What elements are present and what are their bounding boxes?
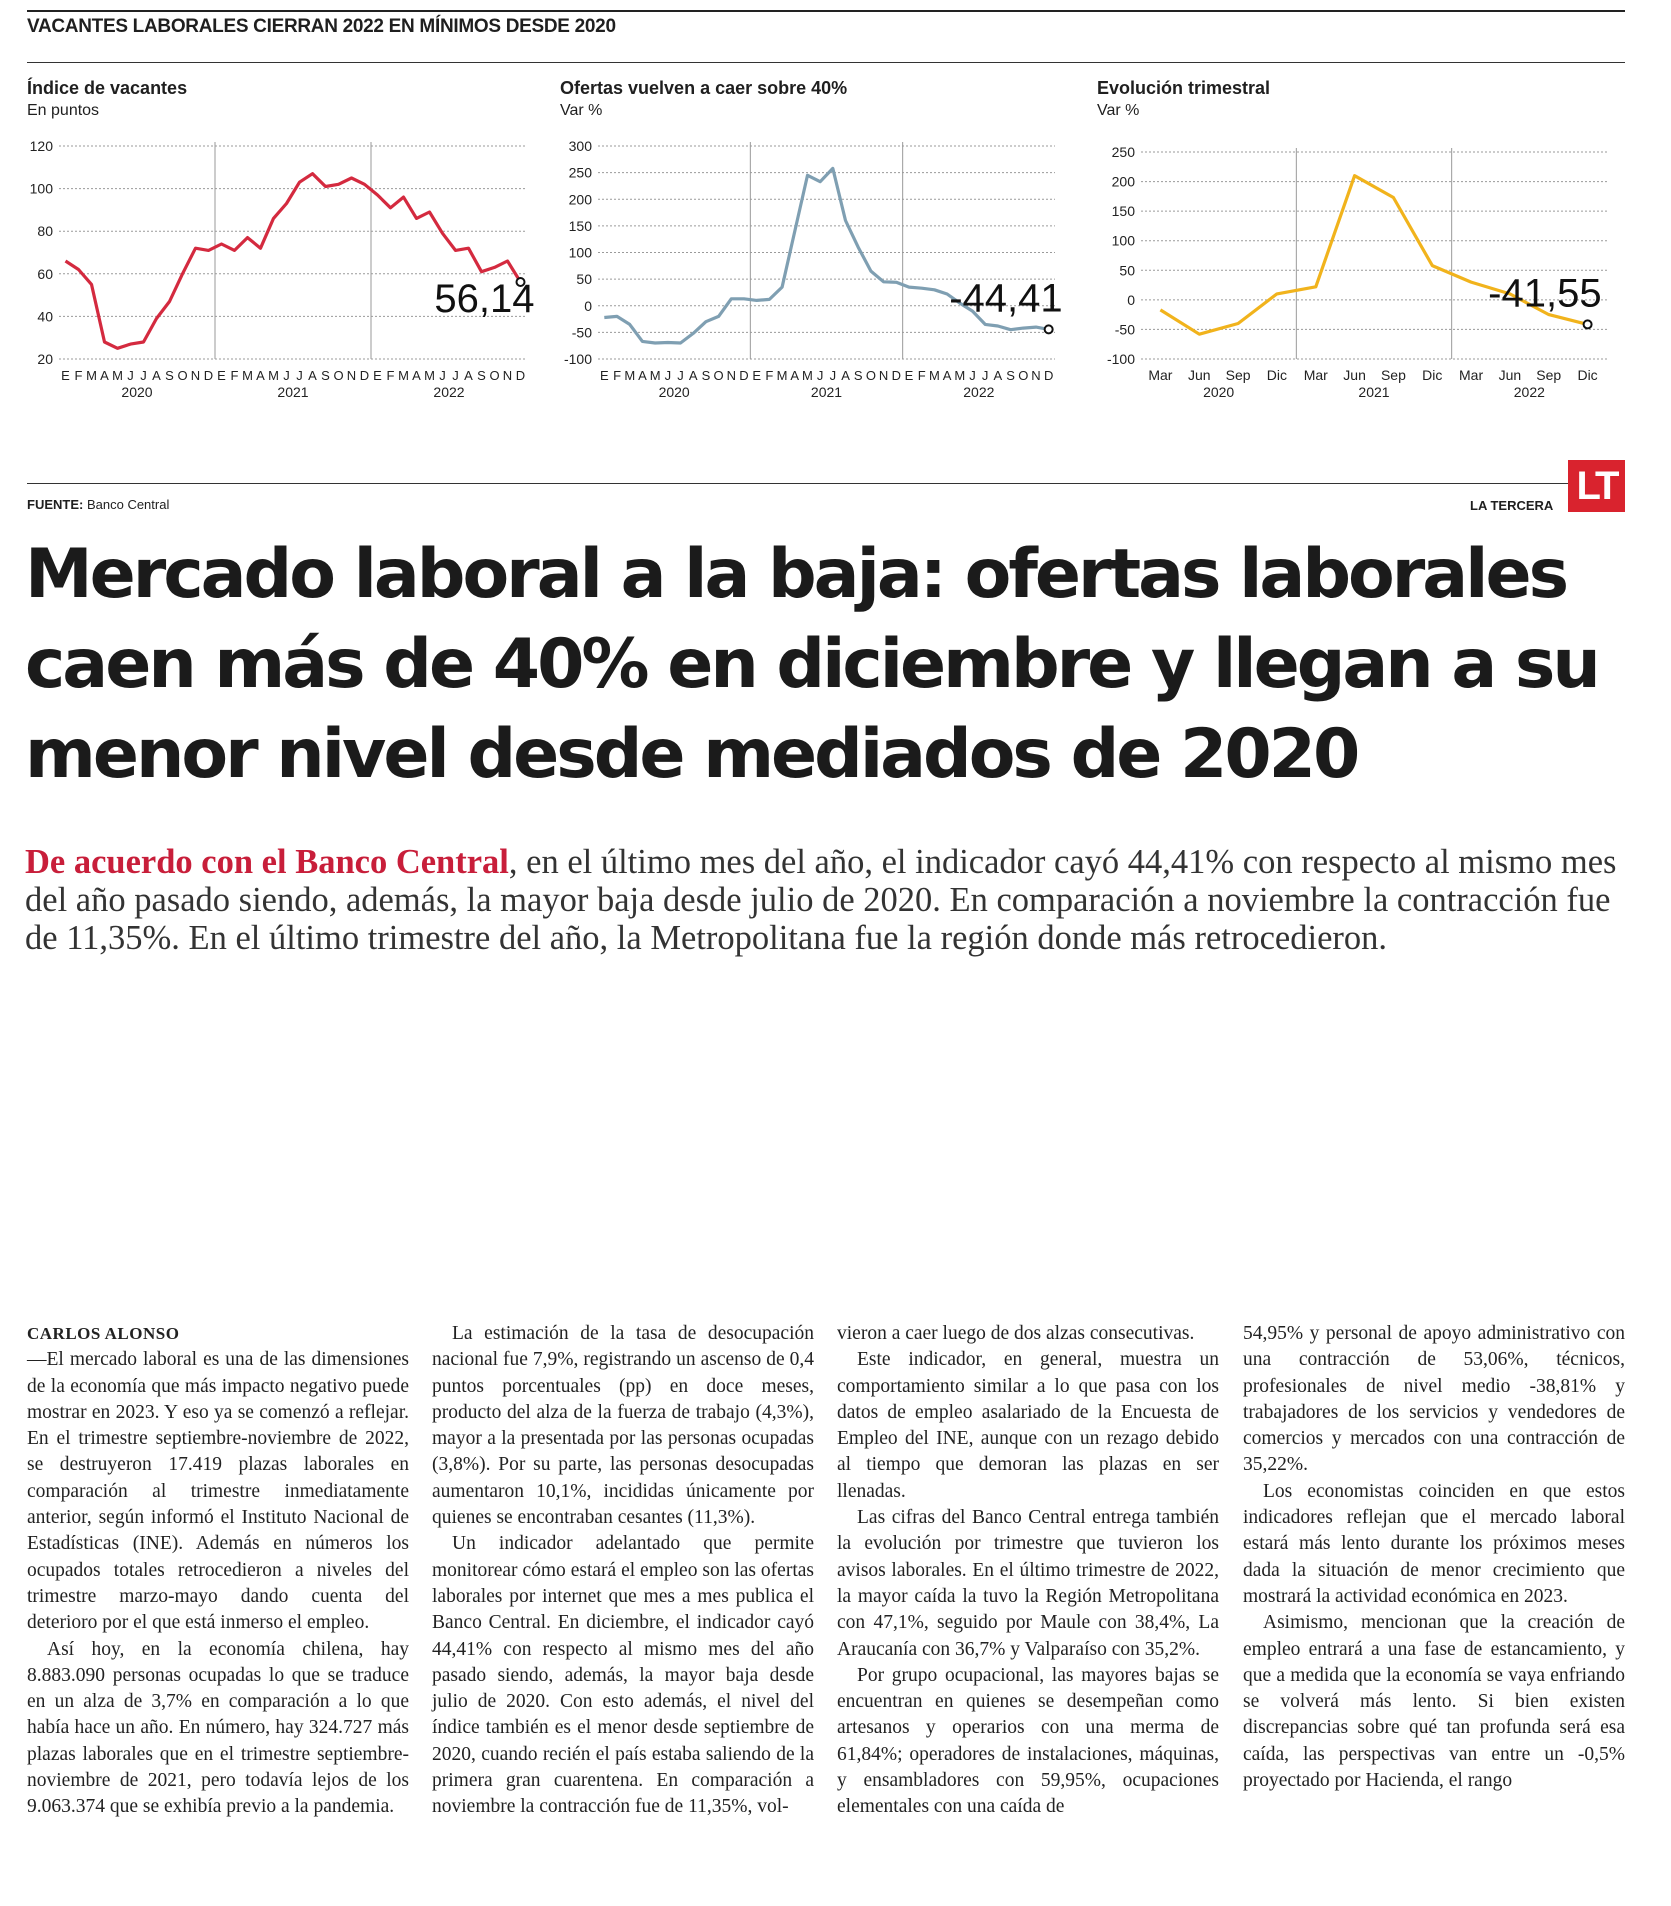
chart-subtitle: Var %	[560, 102, 603, 119]
y-tick-label: 250	[568, 164, 592, 181]
source-note	[27, 497, 169, 512]
x-tick-label: J	[981, 368, 989, 383]
y-tick-label: 50	[1119, 262, 1135, 279]
x-tick-label: S	[701, 368, 711, 383]
x-tick-label: O	[177, 368, 188, 383]
x-tick-label: Jun	[1187, 367, 1211, 383]
x-tick-label: D	[359, 368, 370, 383]
x-tick-label: S	[853, 368, 863, 383]
brand-name: LA TERCERA	[1470, 498, 1554, 513]
paragraph: La estimación de la tasa de desocupación nacional fue 7,9%, registrando un ascenso de 0,4 puntos porcentuales (pp) en doce meses, producto del alza de la fuerza de trabajo (4,3%), mayor a la presentada por las personas ocupadas (3,8%). Por su parte, las personas desocupadas aumentaron 10,1%, incididas únicamente por quienes se encontraban cesantes (11,3%).	[432, 1323, 814, 1529]
x-tick-label: J	[829, 368, 837, 383]
x-tick-label: N	[502, 368, 513, 383]
x-tick-label: M	[86, 368, 97, 383]
x-tick-label: E	[904, 368, 914, 383]
x-tick-label: D	[739, 368, 749, 383]
x-tick-label: M	[954, 368, 966, 383]
x-tick-label: A	[100, 368, 109, 383]
x-tick-label: A	[308, 368, 317, 383]
y-tick-label: 120	[29, 138, 53, 154]
byline: CARLOS ALONSO	[27, 1324, 180, 1343]
la-tercera-logo: LT	[1568, 460, 1625, 512]
x-tick-label: A	[152, 368, 161, 383]
x-tick-label: M	[776, 368, 788, 383]
vacancy-index-chart	[27, 132, 537, 462]
year-label: 2021	[277, 384, 309, 400]
x-tick-label: D	[203, 368, 214, 383]
x-tick-label: D	[1043, 368, 1054, 383]
chart-title: Ofertas vuelven a caer sobre 40%	[560, 78, 848, 98]
paragraph: Así hoy, en la economía chilena, hay 8.883.090 personas ocupadas lo que se traduce en un alza de 3,7% en comparación a lo que había hace un año. En número, hay 324.727 más plazas laborales que en el trimestre septiembre-noviembre de 2021, pero todavía lejos de los 9.063.374 que se exhibía previo a la pandemia.	[27, 1638, 409, 1818]
x-tick-label: N	[346, 368, 357, 383]
y-tick-label: 150	[568, 217, 592, 234]
year-label: 2020	[658, 384, 690, 400]
x-tick-label: J	[677, 368, 684, 383]
x-tick-label: M	[802, 368, 813, 383]
last-value-marker	[1045, 325, 1053, 333]
x-tick-label: S	[165, 368, 174, 383]
source-rule	[27, 483, 1625, 484]
x-tick-label: O	[489, 368, 500, 383]
x-tick-label: O	[865, 368, 876, 383]
x-tick-label: A	[688, 368, 698, 383]
x-tick-label: J	[439, 368, 446, 383]
last-value-callout: -41,55	[1488, 271, 1602, 316]
x-tick-label: E	[373, 368, 382, 383]
x-tick-label: J	[452, 368, 459, 383]
x-tick-label: M	[424, 368, 435, 383]
lead-text: , en el último mes del año, el indicador cayó 44,41% con respecto al mismo mes del año pasado siendo, además, la mayor baja desde julio de 2020. En comparación a noviembre la contracción fue de 11,35%. En el último trimestre del año, la Metropolitana fue la región donde más retrocedieron.	[25, 843, 1617, 957]
x-tick-label: A	[993, 368, 1003, 383]
y-tick-label: 200	[1111, 173, 1135, 190]
chart-panel-quarterly	[1097, 78, 1625, 448]
x-tick-label: Mar	[1148, 367, 1173, 383]
x-tick-label: F	[230, 368, 239, 383]
y-tick-label: -100	[1106, 351, 1135, 367]
x-tick-label: J	[127, 368, 134, 383]
x-tick-label: E	[217, 368, 226, 383]
chart-subtitle: En puntos	[27, 102, 100, 119]
kicker-rule	[27, 62, 1625, 63]
paragraph: Un indicador adelantado que permite monitorear cómo estará el empleo son las ofertas laborales por internet que mes a mes publica el Banco Central. En diciembre, el indicador cayó 44,41% con respecto al mismo mes del año pasado siendo, además, la mayor baja desde julio de 2020. Con esto además, el nivel del índice también es el menor desde septiembre de 2020, cuando recién el país estaba saliendo de la primera gran cuarentena. En comparación a noviembre la contracción fue de 11,35%, vol-	[432, 1533, 814, 1818]
chart-panel-vacancy-index	[27, 78, 537, 448]
x-tick-label: Dic	[1266, 367, 1288, 383]
paragraph: Este indicador, en general, muestra un comportamiento similar a lo que pasa con los datos de empleo asalariado de la Encuesta de Empleo del INE, aunque con un rezago debido al tiempo que demoran las plazas en ser llenadas.	[837, 1349, 1219, 1502]
x-tick-label: A	[790, 368, 800, 383]
y-tick-label: 0	[1127, 291, 1135, 308]
x-tick-label: Mar	[1459, 367, 1484, 383]
x-tick-label: F	[74, 368, 83, 383]
paragraph: Los economistas coinciden en que estos indicadores reflejan que el mercado laboral estará más lento durante los próximos meses dada la situación de menor crecimiento que mostrará la actividad económica en 2023.	[1243, 1480, 1625, 1607]
year-label: 2022	[433, 384, 465, 400]
x-tick-label: A	[256, 368, 265, 383]
series-line	[66, 174, 521, 349]
x-tick-label: J	[816, 368, 824, 383]
x-tick-label: M	[928, 368, 940, 383]
y-tick-label: 60	[37, 265, 53, 282]
x-tick-label: S	[321, 368, 330, 383]
y-tick-label: -100	[563, 351, 592, 367]
x-tick-label: Mar	[1303, 367, 1328, 383]
last-value-callout: 56,14	[434, 277, 535, 322]
offers-yoy-chart	[560, 132, 1080, 462]
paragraph: 54,95% y personal de apoyo administrativo con una contracción de 53,06%, técnicos, profesionales de nivel medio -38,81% y trabajadores de los servicios y vendedores de comercios y mercados con una contracción de 35,22%.	[1243, 1323, 1625, 1476]
x-tick-label: Jun	[1343, 367, 1366, 383]
year-label: 2022	[963, 384, 995, 400]
x-tick-label: M	[398, 368, 409, 383]
top-rule	[27, 10, 1625, 12]
x-tick-label: N	[878, 368, 889, 383]
x-tick-label: J	[296, 368, 303, 383]
x-tick-label: Jun	[1498, 367, 1522, 383]
chart-subtitle: Var %	[1097, 102, 1140, 119]
article-headline: Mercado laboral a la baja: ofertas laborales caen más de 40% en diciembre y llegan a su menor nivel desde mediados de 2020	[25, 535, 1598, 794]
y-tick-label: -50	[571, 324, 592, 341]
x-tick-label: M	[268, 368, 279, 383]
x-tick-label: S	[477, 368, 486, 383]
article-lead	[25, 843, 1625, 957]
x-tick-label: M	[649, 368, 661, 383]
year-label: 2022	[1513, 384, 1545, 400]
chart-panel-offers-yoy	[560, 78, 1080, 448]
x-tick-label: O	[333, 368, 344, 383]
y-tick-label: 150	[1111, 203, 1135, 220]
year-label: 2021	[1358, 384, 1390, 400]
article-column-4	[1243, 1321, 1625, 1794]
x-tick-label: E	[600, 368, 609, 383]
x-tick-label: A	[841, 368, 850, 383]
x-tick-label: A	[464, 368, 473, 383]
x-tick-label: N	[190, 368, 201, 383]
paragraph: Asimismo, mencionan que la creación de empleo entrará a una fase de estancamiento, y que a medida que la economía se vaya enfriando se volverá más lento. Si bien existen discrepancias sobre qué tan profunda será esa caída, las perspectivas van entre un -0,5% proyectado por Hacienda, el rango	[1243, 1612, 1625, 1792]
x-tick-label: Dic	[1577, 367, 1598, 383]
quarterly-chart	[1097, 132, 1625, 462]
year-label: 2021	[810, 384, 843, 400]
x-tick-label: N	[726, 368, 736, 383]
paragraph: Las cifras del Banco Central entrega también la evolución por trimestre que tuvieron los avisos laborales. En el último trimestre de 2022, la mayor caída la tuvo la Región Metropolitana con 47,1%, seguido por Maule con 38,4%, La Araucanía con 36,7% y Valparaíso con 35,2%.	[837, 1507, 1219, 1660]
x-tick-label: M	[624, 368, 636, 383]
y-tick-label: 50	[576, 271, 592, 288]
y-tick-label: 0	[584, 297, 592, 314]
y-tick-label: 300	[568, 138, 592, 154]
x-tick-label: S	[1006, 368, 1015, 383]
last-value-callout: -44,41	[949, 276, 1063, 321]
year-label: 2020	[1203, 384, 1235, 400]
last-value-marker	[1584, 320, 1592, 328]
y-tick-label: 100	[1111, 232, 1135, 249]
x-tick-label: Sep	[1536, 367, 1562, 383]
x-tick-label: F	[765, 368, 774, 383]
y-tick-label: 200	[568, 191, 592, 208]
article-column-3	[837, 1321, 1219, 1821]
article-column-1	[27, 1321, 409, 1821]
x-tick-label: J	[283, 368, 290, 383]
y-tick-label: 250	[1111, 144, 1135, 160]
x-tick-label: A	[638, 368, 647, 383]
article-column-2	[432, 1321, 814, 1821]
infographic-kicker: VACANTES LABORALES CIERRAN 2022 EN MÍNIMOS DESDE 2020	[27, 16, 616, 37]
x-tick-label: Sep	[1380, 367, 1406, 383]
x-tick-label: J	[664, 368, 672, 383]
source-label: FUENTE:	[27, 497, 84, 512]
x-tick-label: Dic	[1422, 367, 1443, 383]
chart-grid	[30, 138, 527, 367]
year-label: 2020	[121, 384, 153, 400]
paragraph: —El mercado laboral es una de las dimensiones de la economía que más impacto negativo puede mostrar en 2023. Y eso ya se comenzó a reflejar. En el trimestre septiembre-noviembre de 2022, se destruyeron 17.419 plazas laborales en comparación al trimestre inmediatamente anterior, según informó el Instituto Nacional de Estadísticas (INE). Además en números los ocupados totales retrocedieron a niveles del trimestre marzo-mayo dando cuenta del deterioro por el que está inmerso el empleo.	[27, 1349, 409, 1634]
x-tick-label: M	[112, 368, 123, 383]
x-tick-label: Sep	[1225, 367, 1251, 383]
y-tick-label: 100	[568, 244, 592, 261]
x-tick-label: F	[613, 368, 622, 383]
x-tick-label: N	[1031, 368, 1041, 383]
x-tick-label: A	[412, 368, 421, 383]
y-tick-label: -50	[1114, 321, 1135, 338]
chart-title: Evolución trimestral	[1097, 78, 1271, 98]
paragraph: vieron a caer luego de dos alzas consecutivas.	[837, 1323, 1195, 1344]
source-value: Banco Central	[86, 497, 170, 512]
x-tick-label: O	[713, 368, 724, 383]
x-tick-label: J	[969, 368, 976, 383]
x-tick-label: E	[752, 368, 762, 383]
chart-title: Índice de vacantes	[27, 78, 188, 98]
x-tick-label: E	[61, 368, 70, 383]
lead-highlight: De acuerdo con el Banco Central	[25, 843, 509, 881]
x-tick-label: F	[917, 368, 926, 383]
y-tick-label: 40	[37, 308, 53, 325]
y-tick-label: 100	[29, 180, 53, 197]
x-tick-label: D	[891, 368, 902, 383]
x-tick-label: F	[386, 368, 395, 383]
y-tick-label: 20	[37, 351, 53, 367]
x-tick-label: J	[140, 368, 147, 383]
paragraph: Por grupo ocupacional, las mayores bajas se encuentran en quienes se desempeñan como artesanos y operarios con una merma de 61,84%; operadores de instalaciones, máquinas, y ensambladores con 59,95%, ocupaciones elementales con una caída de	[837, 1664, 1219, 1818]
x-tick-label: A	[942, 368, 952, 383]
x-tick-label: O	[1018, 368, 1029, 383]
x-tick-label: M	[242, 368, 253, 383]
y-tick-label: 80	[37, 223, 53, 240]
x-tick-label: D	[515, 368, 526, 383]
